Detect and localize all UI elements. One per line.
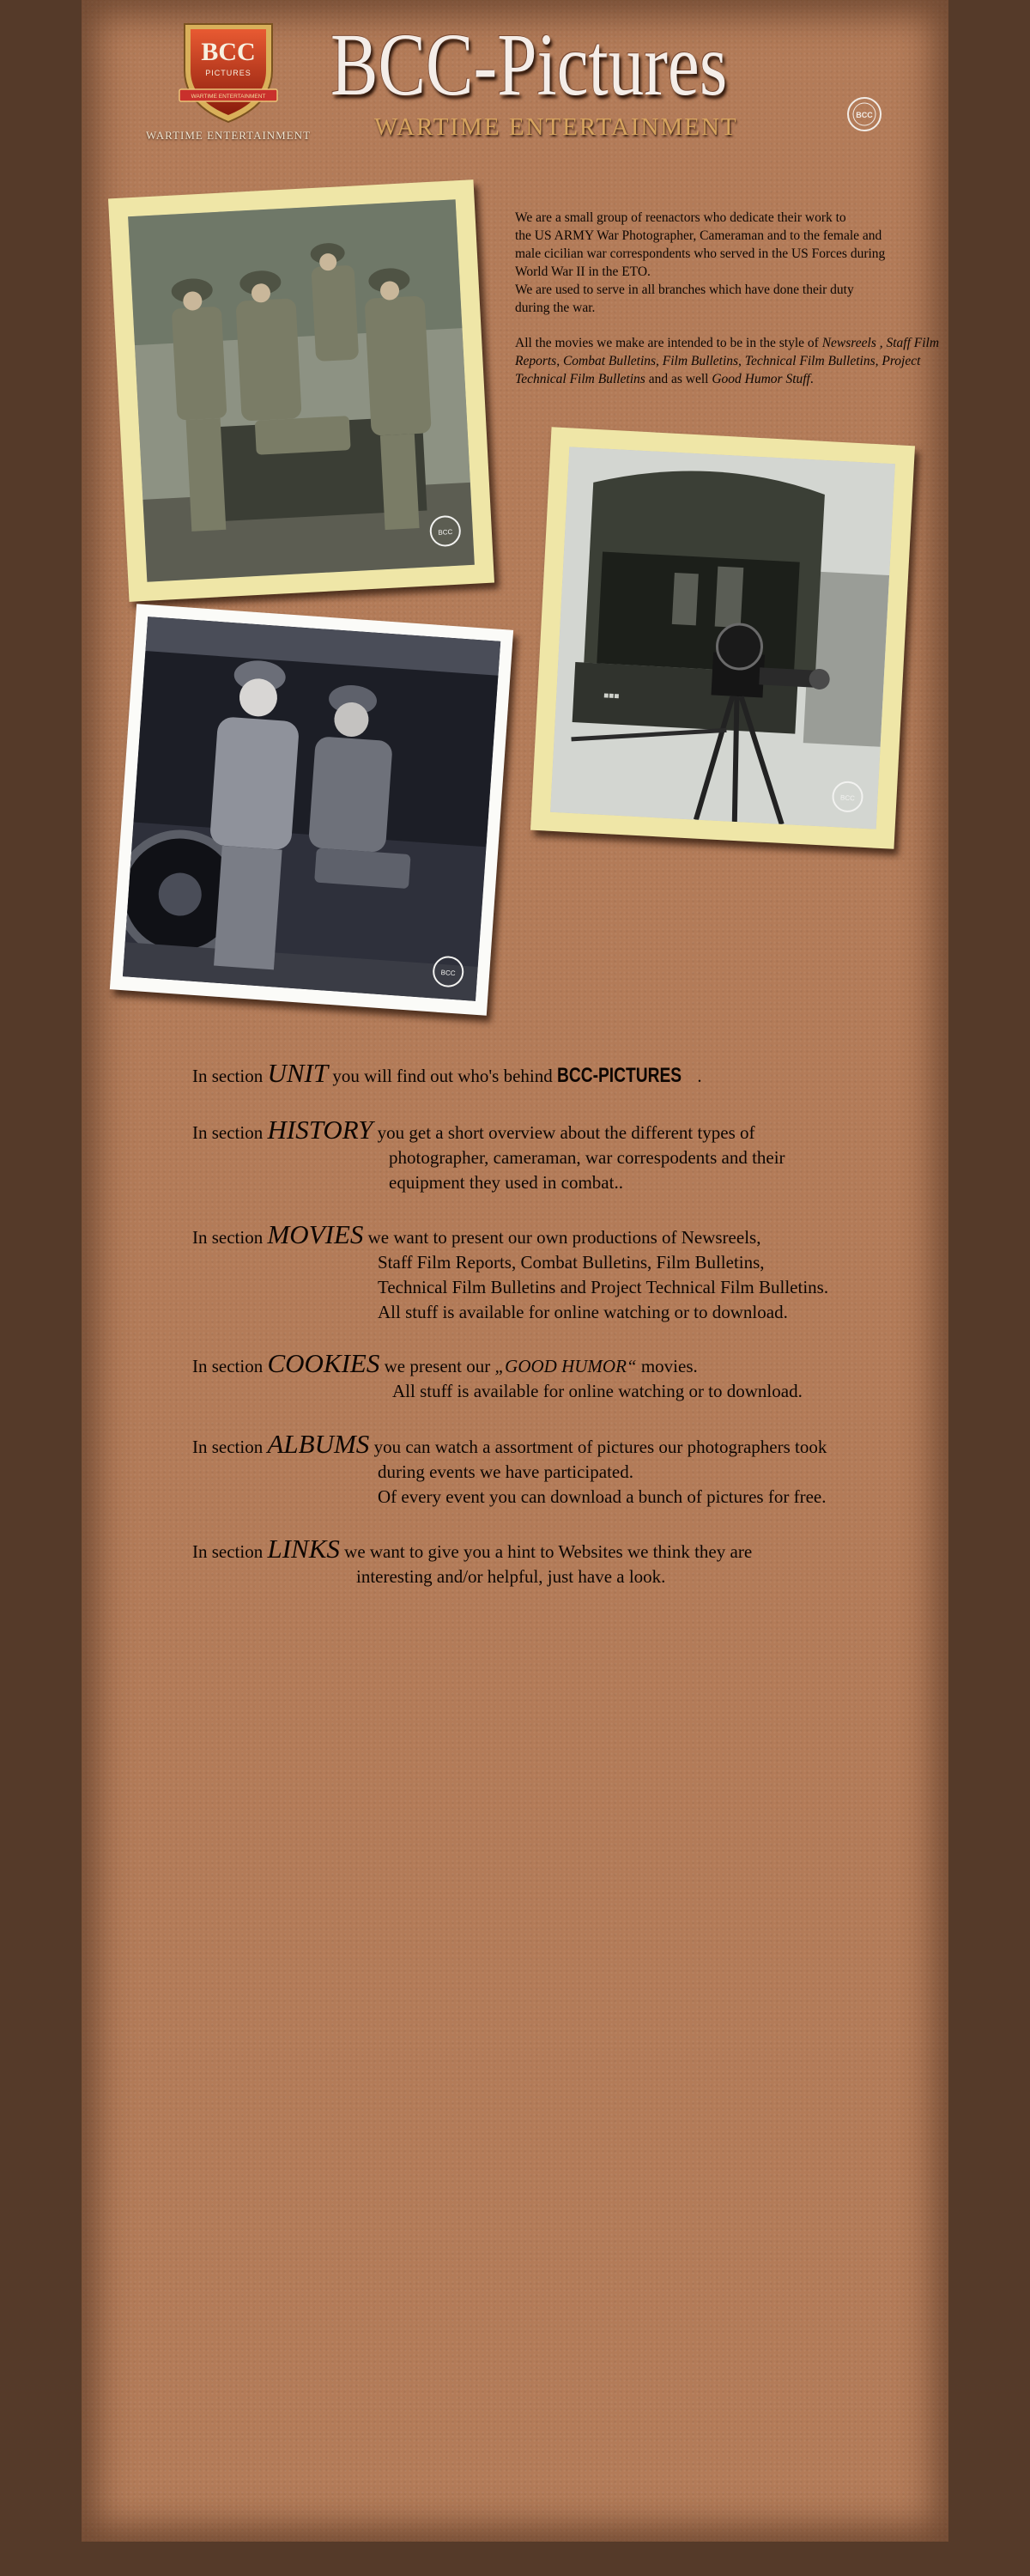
section-unit — [192, 1060, 930, 1117]
history-line: photographer, cameraman, war correspodents and their — [389, 1147, 785, 1168]
style-join: and as well — [648, 372, 709, 386]
movies-line: All stuff is available for online watching or to download. — [378, 1302, 788, 1322]
unit-brand: BCC-PICTURES — [556, 1064, 682, 1087]
logo-pictures-text: PICTURES — [205, 69, 251, 77]
site-title: BCC-Pictures — [330, 15, 728, 114]
link-unit[interactable]: UNIT — [267, 1058, 329, 1088]
movies-line: Technical Film Bulletins and Project Technical Film Bulletins. — [378, 1277, 829, 1297]
section-history — [192, 1117, 930, 1222]
section-cookies — [192, 1348, 930, 1431]
site-subtitle: WARTIME ENTERTAINMENT — [374, 113, 738, 141]
section-links — [192, 1536, 930, 1596]
links-line: interesting and/or helpful, just have a look. — [356, 1566, 666, 1587]
stamp-label: BCC — [856, 111, 873, 119]
unit-end: . — [697, 1066, 702, 1086]
link-links[interactable]: LINKS — [267, 1534, 340, 1564]
photo-stamp: BCC — [440, 968, 456, 978]
section-prefix: In section — [192, 1227, 264, 1248]
style-end: . — [809, 372, 814, 386]
style-last: Good Humor Stuff — [712, 372, 810, 386]
link-movies[interactable]: MOVIES — [267, 1219, 364, 1249]
albums-line: during events we have participated. — [378, 1461, 633, 1482]
intro-text — [515, 209, 942, 388]
albums-line: Of every event you can download a bunch of pictures for free. — [378, 1486, 827, 1507]
jeep-couple-photo — [110, 604, 513, 1016]
history-line: equipment they used in combat.. — [389, 1172, 623, 1193]
movies-line: Staff Film Reports, Combat Bulletins, Film Bulletins, — [378, 1252, 765, 1273]
svg-text:■■■: ■■■ — [603, 690, 620, 702]
section-prefix: In section — [192, 1066, 264, 1086]
section-list — [192, 1060, 930, 1596]
section-prefix: In section — [192, 1437, 264, 1457]
section-prefix: In section — [192, 1356, 264, 1376]
logo-ribbon-text: WARTIME ENTERTAINMENT — [191, 94, 266, 100]
section-prefix: In section — [192, 1541, 264, 1562]
soldiers-group-photo — [108, 179, 494, 602]
unit-text: you will find out who's behind — [332, 1066, 553, 1086]
cookies-line: All stuff is available for online watching or to download. — [392, 1381, 803, 1401]
link-cookies[interactable]: COOKIES — [267, 1348, 380, 1378]
intro-line: We are a small group of reenactors who dedicate their work to — [515, 210, 846, 225]
photo-stamp: BCC — [839, 793, 856, 803]
cookies-text2: movies. — [640, 1356, 698, 1376]
movies-line: we want to present our own productions of Newsreels, — [367, 1227, 761, 1248]
logo-caption: WARTIME ENTERTAINMENT — [145, 129, 312, 142]
intro-line: the US ARMY War Photographer, Cameraman and to the female and — [515, 228, 882, 243]
style-items: Newsreels , Staff Film Reports, Combat Bulletins, Film Bulletins, Technical Film Bulletins, Project Technical Film Bulletins — [515, 336, 940, 386]
intro-line: during the war. — [515, 301, 596, 315]
intro-line: World War II in the ETO. — [515, 264, 651, 279]
bcc-stamp-icon — [846, 96, 882, 132]
albums-line: you can watch a assortment of pictures our photographers took — [373, 1437, 827, 1457]
link-history[interactable]: HISTORY — [267, 1115, 373, 1145]
intro-line: We are used to serve in all branches which have done their duty — [515, 283, 854, 297]
intro-line: male cicilian war correspondents who served in the US Forces during — [515, 246, 886, 261]
logo-bcc-text: BCC — [201, 38, 256, 66]
truck-camera-photo — [530, 427, 915, 849]
intro-style-paragraph — [515, 334, 942, 388]
history-line: you get a short overview about the different types of — [377, 1122, 755, 1143]
photo-stamp: BCC — [438, 528, 453, 537]
section-prefix: In section — [192, 1122, 264, 1143]
section-albums — [192, 1431, 930, 1536]
style-lead: All the movies we make are intended to be in the style of — [515, 336, 819, 350]
cookies-quote: „GOOD HUMOR“ — [494, 1356, 637, 1376]
cookies-text: we present our — [384, 1356, 491, 1376]
section-movies — [192, 1219, 930, 1351]
link-albums[interactable]: ALBUMS — [267, 1429, 370, 1459]
links-line: we want to give you a hint to Websites we think they are — [344, 1541, 753, 1562]
bcc-logo[interactable] — [178, 19, 279, 125]
